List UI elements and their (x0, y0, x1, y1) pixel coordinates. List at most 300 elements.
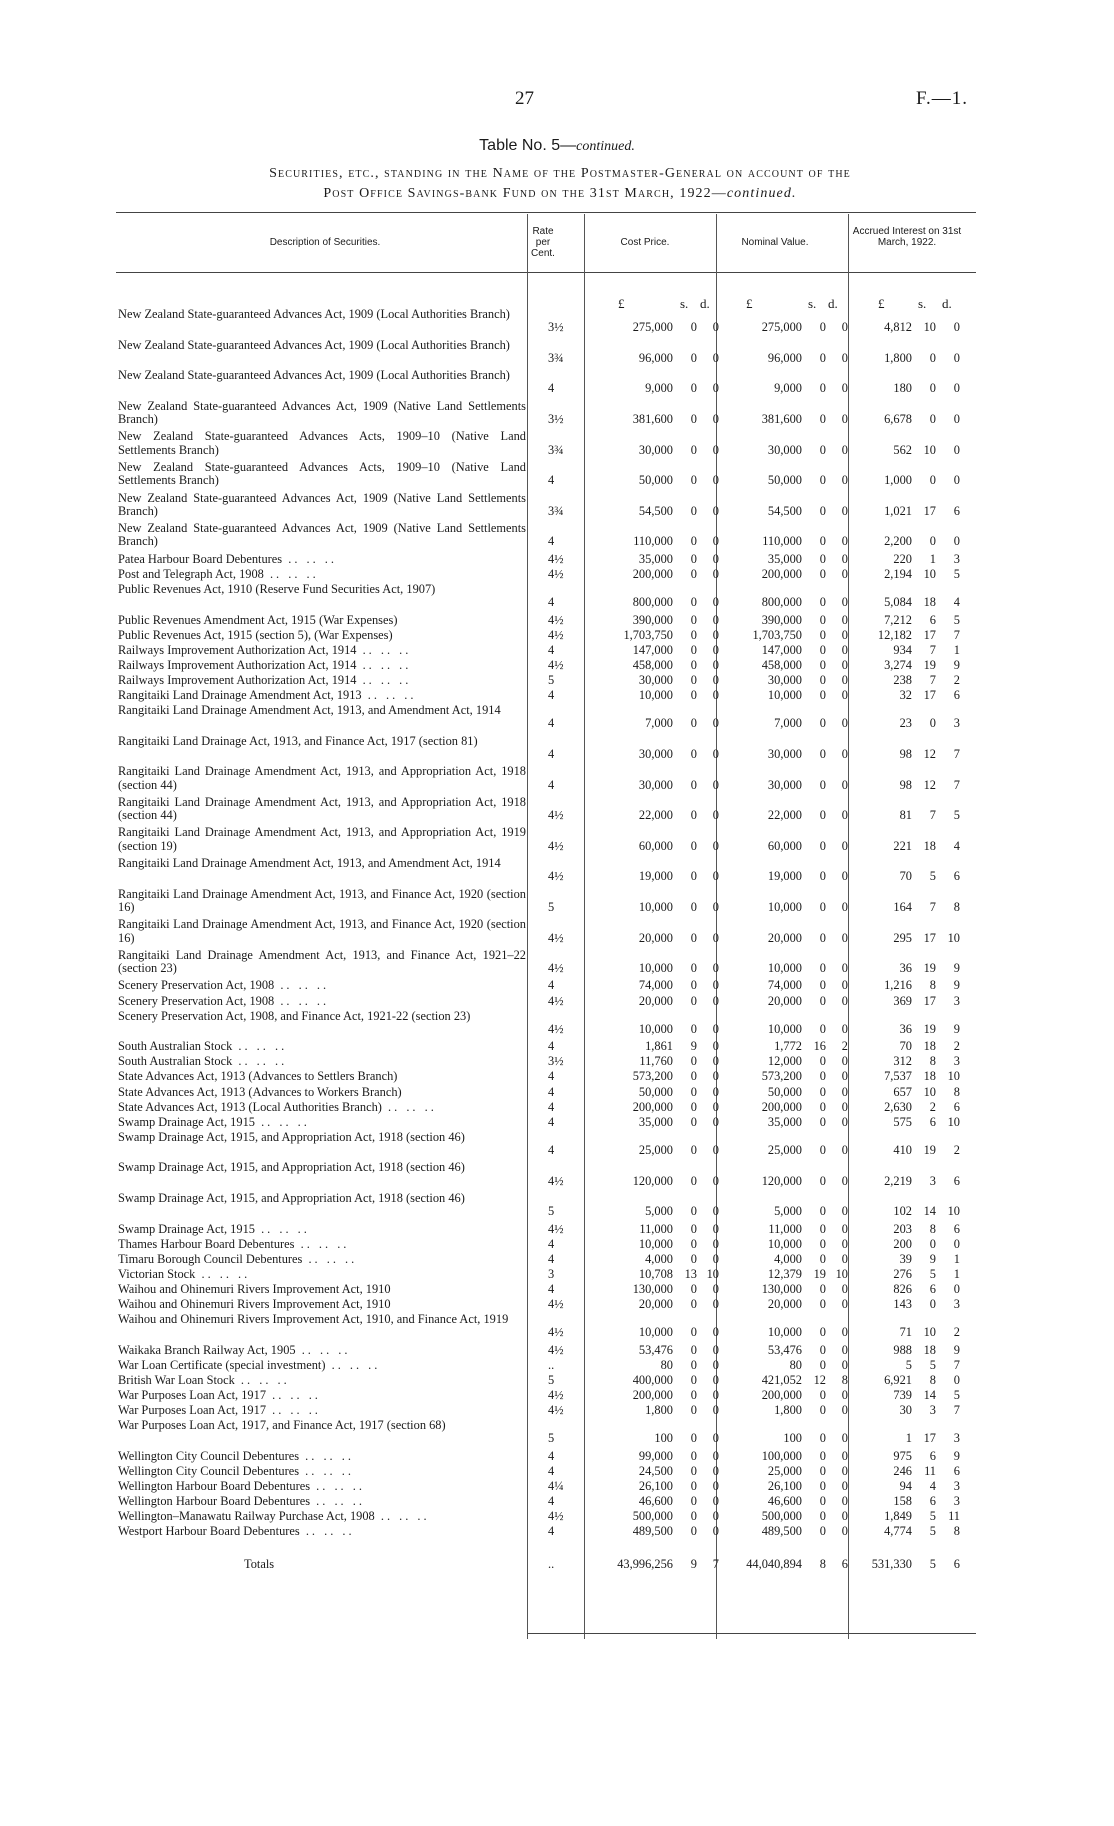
nominal-value-pence: 0 (841, 1431, 848, 1446)
rate-per-cent: 3¾ (548, 350, 564, 365)
leader-dots: .. .. .. (274, 978, 330, 993)
accrued-interest-pence: 6 (953, 688, 960, 702)
table-row (0, 1404, 1114, 1419)
nominal-value-pence: 0 (841, 1342, 848, 1357)
cost-price-shillings: 0 (690, 777, 697, 792)
rate-per-cent: 4 (548, 716, 555, 731)
security-description: Rangitaiki Land Drainage Amendment Act, 1913, and Amendment Act, 1914 (118, 856, 501, 871)
rate-per-cent: 3 (548, 1266, 555, 1281)
accrued-interest-pence: 0 (953, 412, 960, 427)
nominal-value-pence: 0 (841, 1143, 848, 1158)
cost-price-pounds: 573,200 (632, 1069, 673, 1084)
rate-per-cent: 3½ (548, 320, 564, 335)
cost-price-shillings: 0 (690, 1357, 697, 1372)
accrued-interest-shillings: 18 (923, 1342, 936, 1357)
accrued-interest-pence: 10 (947, 1069, 960, 1084)
accrued-interest-pounds: 203 (893, 1221, 912, 1236)
document-reference: F.—1. (916, 88, 969, 109)
nominal-value-shillings: 0 (819, 503, 826, 518)
cost-price-shillings: 0 (690, 473, 697, 488)
cost-price-pence: 0 (712, 534, 719, 549)
security-description: Rangitaiki Land Drainage Amendment Act, 1913, and Finance Act, 1921–22 (section 23) (118, 947, 526, 976)
nominal-value-pounds: 96,000 (767, 350, 802, 365)
cost-price-pence: 0 (712, 566, 719, 581)
nominal-value-shillings: 0 (819, 1114, 826, 1129)
rate-per-cent: 4½ (548, 612, 564, 627)
accrued-interest-pence: 6 (953, 503, 960, 518)
nominal-value-shillings: 0 (819, 1403, 826, 1418)
rate-per-cent: 5 (548, 672, 555, 687)
accrued-interest-pence: 9 (953, 1342, 960, 1357)
cost-price-pence: 0 (712, 1281, 719, 1296)
security-description: South Australian Stock .. .. .. (118, 1039, 288, 1054)
table-row (0, 1344, 1114, 1359)
nominal-value-shillings: 0 (819, 1494, 826, 1509)
accrued-interest-shillings: 8 (929, 1054, 936, 1069)
rate-per-cent: 4½ (548, 838, 564, 853)
column-header-description: Description of Securities. (269, 237, 381, 248)
nominal-value-pounds: 35,000 (767, 551, 802, 566)
nominal-value-pence: 0 (841, 442, 848, 457)
cost-price-pence: 0 (712, 961, 719, 976)
security-description: State Advances Act, 1913 (Local Authorities Branch) .. .. .. (118, 1099, 437, 1114)
rate-per-cent: 3½ (548, 1054, 564, 1069)
accrued-interest-shillings: 0 (929, 350, 936, 365)
nominal-value-shillings: 0 (819, 1325, 826, 1340)
accrued-interest-shillings: 7 (929, 672, 936, 687)
security-description: State Advances Act, 1913 (Advances to Settlers Branch) (118, 1069, 398, 1084)
nominal-value-shillings: 0 (819, 1448, 826, 1463)
accrued-interest-pounds: 143 (893, 1297, 912, 1312)
unit-shilling-interest: s. (918, 296, 927, 311)
cost-price-pence: 0 (712, 1494, 719, 1509)
nominal-value-shillings: 19 (813, 1266, 826, 1281)
cost-price-shillings: 0 (690, 1084, 697, 1099)
nominal-value-pounds: 50,000 (767, 1084, 802, 1099)
cost-price-pence: 0 (712, 1297, 719, 1312)
cost-price-shillings: 0 (690, 1236, 697, 1251)
accrued-interest-shillings: 14 (923, 1204, 936, 1219)
nominal-value-pence: 0 (841, 716, 848, 731)
cost-price-shillings: 0 (690, 1325, 697, 1340)
nominal-value-shillings: 0 (819, 627, 826, 642)
nominal-value-shillings: 0 (819, 1236, 826, 1251)
security-description: Wellington Harbour Board Debentures .. .. .. (118, 1478, 365, 1493)
cost-price-pounds: 147,000 (632, 642, 673, 657)
nominal-value-pounds: 12,379 (767, 1266, 802, 1281)
table-row (0, 1525, 1114, 1540)
cost-price-pounds: 60,000 (638, 838, 673, 853)
accrued-interest-pounds: 295 (893, 930, 912, 945)
table-row (0, 1055, 1114, 1070)
cost-price-shillings: 0 (690, 534, 697, 549)
security-description: Public Revenues Amendment Act, 1915 (War Expenses) (118, 612, 398, 627)
accrued-interest-pounds: 238 (893, 672, 912, 687)
cost-price-pounds: 200,000 (632, 1099, 673, 1114)
security-description: Westport Harbour Board Debentures .. .. .. (118, 1524, 355, 1539)
cost-price-pounds: 30,000 (638, 672, 673, 687)
table-row (0, 949, 1114, 980)
nominal-value-shillings: 0 (819, 412, 826, 427)
accrued-interest-shillings: 17 (923, 627, 936, 642)
unit-pence-cost: d. (700, 296, 710, 311)
rate-per-cent: .. (548, 1357, 555, 1372)
cost-price-shillings: 9 (690, 1039, 697, 1054)
cost-price-pounds: 489,500 (632, 1524, 673, 1539)
nominal-value-pounds: 26,100 (767, 1478, 802, 1493)
leader-dots: .. .. .. (234, 1372, 290, 1387)
nominal-value-pence: 0 (841, 688, 848, 702)
nominal-value-shillings: 0 (819, 642, 826, 657)
accrued-interest-shillings: 9 (929, 1251, 936, 1266)
cost-price-pence: 0 (712, 1342, 719, 1357)
cost-price-pounds: 400,000 (632, 1372, 673, 1387)
rate-per-cent: 4 (548, 1494, 555, 1509)
nominal-value-pence: 0 (841, 1251, 848, 1266)
accrued-interest-shillings: 5 (929, 1509, 936, 1524)
cost-price-shillings: 0 (690, 672, 697, 687)
accrued-interest-pounds: 3,274 (884, 657, 912, 672)
cost-price-pounds: 10,000 (638, 1325, 673, 1340)
nominal-value-pence: 0 (841, 869, 848, 884)
accrued-interest-pounds: 70 (899, 1039, 912, 1054)
nominal-value-pounds: 10,000 (767, 961, 802, 976)
rate-per-cent: 4 (548, 1114, 555, 1129)
leader-dots: .. .. .. (356, 672, 412, 687)
totals-top-rule (528, 1633, 976, 1634)
nominal-value-pounds: 30,000 (767, 746, 802, 761)
rate-per-cent: 4 (548, 595, 555, 610)
nominal-value-pence: 0 (841, 672, 848, 687)
table-row (0, 430, 1114, 461)
table-row (0, 1389, 1114, 1404)
nominal-value-pence: 0 (841, 1478, 848, 1493)
accrued-interest-pounds: 739 (893, 1388, 912, 1402)
cost-price-shillings: 0 (690, 1431, 697, 1446)
nominal-value-shillings: 0 (819, 612, 826, 627)
accrued-interest-pounds: 1,021 (884, 503, 912, 518)
security-description: Swamp Drainage Act, 1915 .. .. .. (118, 1114, 310, 1129)
table-title-suffix: continued. (576, 139, 635, 154)
nominal-value-pence: 0 (841, 627, 848, 642)
accrued-interest-pence: 6 (953, 1557, 960, 1572)
accrued-interest-pounds: 220 (893, 551, 912, 566)
nominal-value-pounds: 20,000 (767, 993, 802, 1008)
accrued-interest-pounds: 7,212 (884, 612, 912, 627)
nominal-value-pence: 0 (841, 1173, 848, 1188)
nominal-value-pence: 0 (841, 1236, 848, 1251)
accrued-interest-pounds: 2,200 (884, 534, 912, 549)
rate-per-cent: 4½ (548, 657, 564, 672)
rate-per-cent: 4½ (548, 930, 564, 945)
table-row (0, 614, 1114, 629)
accrued-interest-pence: 1 (953, 1266, 960, 1281)
cost-price-pence: 0 (712, 1221, 719, 1236)
nominal-value-shillings: 0 (819, 1251, 826, 1266)
nominal-value-pounds: 1,772 (774, 1039, 802, 1054)
table-row (0, 400, 1114, 431)
nominal-value-pounds: 110,000 (762, 534, 802, 549)
table-row (0, 644, 1114, 659)
security-description: Wellington Harbour Board Debentures .. .. .. (118, 1494, 365, 1509)
table-row (0, 1253, 1114, 1268)
cost-price-shillings: 0 (690, 1281, 697, 1296)
nominal-value-shillings: 0 (819, 961, 826, 976)
accrued-interest-pence: 0 (953, 534, 960, 549)
table-row (0, 461, 1114, 492)
security-description: Public Revenues Act, 1910 (Reserve Fund Securities Act, 1907) (118, 581, 436, 596)
cost-price-shillings: 0 (690, 808, 697, 823)
cost-price-pounds: 110,000 (633, 534, 673, 549)
cost-price-pounds: 54,500 (638, 503, 673, 518)
table-row (0, 689, 1114, 704)
table-row (0, 1480, 1114, 1495)
accrued-interest-shillings: 0 (929, 1297, 936, 1312)
accrued-interest-shillings: 6 (929, 1281, 936, 1296)
nominal-value-pence: 0 (841, 1221, 848, 1236)
leader-dots: .. .. .. (282, 551, 338, 566)
accrued-interest-pence: 0 (953, 1372, 960, 1387)
nominal-value-shillings: 0 (819, 1463, 826, 1478)
cost-price-shillings: 0 (690, 657, 697, 672)
table-row (0, 522, 1114, 553)
cost-price-pounds: 130,000 (632, 1281, 673, 1296)
nominal-value-shillings: 0 (819, 993, 826, 1008)
nominal-value-shillings: 0 (819, 777, 826, 792)
leader-dots: .. .. .. (254, 1221, 310, 1236)
nominal-value-shillings: 16 (813, 1039, 826, 1054)
nominal-value-shillings: 0 (819, 1281, 826, 1296)
cost-price-shillings: 0 (690, 1463, 697, 1478)
accrued-interest-pounds: 1 (905, 1431, 912, 1446)
nominal-value-pounds: 30,000 (767, 777, 802, 792)
security-description: Waihou and Ohinemuri Rivers Improvement Act, 1910 (118, 1297, 391, 1312)
cost-price-pence: 0 (712, 350, 719, 365)
cost-price-shillings: 0 (690, 1342, 697, 1357)
nominal-value-shillings: 0 (819, 1524, 826, 1539)
nominal-value-pence: 2 (841, 1039, 848, 1054)
cost-price-pence: 0 (712, 1114, 719, 1129)
accrued-interest-pence: 8 (953, 1524, 960, 1539)
rate-per-cent: 4½ (548, 1325, 564, 1340)
cost-price-pounds: 53,476 (638, 1342, 673, 1357)
accrued-interest-pence: 7 (953, 1403, 960, 1418)
accrued-interest-pence: 3 (953, 1478, 960, 1493)
nominal-value-pence: 0 (841, 1281, 848, 1296)
nominal-value-pence: 0 (841, 320, 848, 335)
nominal-value-shillings: 0 (819, 716, 826, 731)
cost-price-pounds: 100 (654, 1431, 673, 1446)
cost-price-pence: 0 (712, 808, 719, 823)
rate-per-cent: 4 (548, 1281, 555, 1296)
accrued-interest-pounds: 5 (905, 1357, 912, 1372)
accrued-interest-shillings: 10 (923, 1325, 936, 1340)
accrued-interest-pence: 9 (953, 1021, 960, 1036)
nominal-value-pounds: 390,000 (761, 612, 802, 627)
security-description: Swamp Drainage Act, 1915, and Appropriation Act, 1918 (section 46) (118, 1190, 465, 1205)
cost-price-shillings: 0 (690, 642, 697, 657)
accrued-interest-shillings: 7 (929, 642, 936, 657)
cost-price-pence: 0 (712, 642, 719, 657)
cost-price-pounds: 381,600 (632, 412, 673, 427)
totals-label: Totals (244, 1557, 275, 1572)
nominal-value-shillings: 0 (819, 746, 826, 761)
table-row (0, 1359, 1114, 1374)
nominal-value-shillings: 0 (819, 1143, 826, 1158)
nominal-value-pounds: 10,000 (767, 899, 802, 914)
table-row (0, 1374, 1114, 1389)
table-row (0, 796, 1114, 827)
cost-price-shillings: 0 (690, 1021, 697, 1036)
accrued-interest-shillings: 18 (923, 595, 936, 610)
accrued-interest-shillings: 18 (923, 1069, 936, 1084)
table-row (0, 1313, 1114, 1344)
rate-per-cent: 4 (548, 1143, 555, 1158)
nominal-value-pence: 6 (841, 1557, 848, 1572)
accrued-interest-shillings: 17 (923, 1431, 936, 1446)
accrued-interest-pence: 0 (953, 320, 960, 335)
nominal-value-pounds: 20,000 (767, 1297, 802, 1312)
nominal-value-pence: 0 (841, 1403, 848, 1418)
leader-dots: .. .. .. (299, 1524, 355, 1539)
cost-price-pence: 0 (712, 993, 719, 1008)
accrued-interest-pence: 0 (953, 1281, 960, 1296)
accrued-interest-pounds: 312 (893, 1054, 912, 1069)
leader-dots: .. .. .. (356, 642, 412, 657)
nominal-value-pence: 0 (841, 1054, 848, 1069)
security-description: State Advances Act, 1913 (Advances to Workers Branch) (118, 1084, 402, 1099)
security-description: Waihou and Ohinemuri Rivers Improvement Act, 1910, and Finance Act, 1919 (118, 1312, 509, 1327)
accrued-interest-pounds: 36 (899, 1021, 912, 1036)
cost-price-shillings: 0 (690, 595, 697, 610)
nominal-value-pence: 0 (841, 1357, 848, 1372)
nominal-value-pounds: 500,000 (761, 1509, 802, 1524)
table-row (0, 1223, 1114, 1238)
cost-price-pounds: 19,000 (638, 869, 673, 884)
column-header-interest: Accrued Interest on 31st March, 1922. (852, 226, 962, 248)
table-row (0, 1010, 1114, 1041)
cost-price-shillings: 0 (690, 716, 697, 731)
table-row (0, 553, 1114, 568)
table-row (0, 888, 1114, 919)
rate-per-cent: 4½ (548, 808, 564, 823)
accrued-interest-shillings: 10 (923, 442, 936, 457)
cost-price-pounds: 25,000 (638, 1143, 673, 1158)
accrued-interest-pence: 9 (953, 961, 960, 976)
accrued-interest-pounds: 200 (893, 1236, 912, 1251)
rate-per-cent: 4 (548, 381, 555, 396)
accrued-interest-pounds: 657 (893, 1084, 912, 1099)
nominal-value-shillings: 0 (819, 672, 826, 687)
nominal-value-pounds: 7,000 (774, 716, 802, 731)
security-description: War Purposes Loan Act, 1917, and Finance Act, 1917 (section 68) (118, 1418, 446, 1433)
security-description: New Zealand State-guaranteed Advances Act, 1909 (Native Land Settlements Branch) (118, 490, 526, 518)
nominal-value-pounds: 200,000 (761, 1099, 802, 1114)
nominal-value-shillings: 0 (819, 1431, 826, 1446)
cost-price-pence: 0 (712, 1357, 719, 1372)
nominal-value-pence: 0 (841, 1388, 848, 1402)
nominal-value-pounds: 53,476 (767, 1342, 802, 1357)
security-description: Rangitaiki Land Drainage Amendment Act, 1913, and Appropriation Act, 1918 (section 44) (118, 794, 526, 823)
rate-per-cent: 4½ (548, 551, 564, 566)
rate-per-cent: 4 (548, 1448, 555, 1463)
nominal-value-shillings: 0 (819, 657, 826, 672)
nominal-value-pounds: 800,000 (761, 595, 802, 610)
nominal-value-pounds: 50,000 (767, 473, 802, 488)
cost-price-pounds: 4,000 (645, 1251, 673, 1266)
accrued-interest-pence: 2 (953, 1039, 960, 1054)
column-header-rate: Rate per Cent. (531, 226, 555, 259)
nominal-value-pounds: 35,000 (767, 1114, 802, 1129)
cost-price-pence: 0 (712, 1021, 719, 1036)
nominal-value-pounds: 130,000 (761, 1281, 802, 1296)
nominal-value-pounds: 100 (783, 1431, 802, 1446)
accrued-interest-pounds: 531,330 (871, 1557, 912, 1572)
accrued-interest-shillings: 10 (923, 1084, 936, 1099)
cost-price-pounds: 74,000 (638, 978, 673, 993)
nominal-value-shillings: 0 (819, 869, 826, 884)
cost-price-shillings: 0 (690, 1388, 697, 1402)
leader-dots: .. .. .. (310, 1478, 365, 1493)
accrued-interest-pence: 0 (953, 473, 960, 488)
cost-price-pence: 0 (712, 657, 719, 672)
cost-price-pence: 0 (712, 688, 719, 702)
rate-per-cent: 4 (548, 642, 555, 657)
cost-price-pence: 0 (712, 716, 719, 731)
cost-price-pence: 0 (712, 1039, 719, 1054)
rate-per-cent: 4½ (548, 993, 564, 1008)
security-description: Waihou and Ohinemuri Rivers Improvement Act, 1910 (118, 1281, 391, 1296)
cost-price-pounds: 96,000 (638, 350, 673, 365)
security-description: Wellington–Manawatu Railway Purchase Act, 1908 .. .. .. (118, 1509, 430, 1524)
nominal-value-pence: 0 (841, 777, 848, 792)
cost-price-pounds: 10,000 (638, 1021, 673, 1036)
nominal-value-shillings: 0 (819, 534, 826, 549)
rate-per-cent: 4¼ (548, 1478, 564, 1493)
nominal-value-pence: 0 (841, 503, 848, 518)
unit-pence-interest: d. (942, 296, 952, 311)
cost-price-pounds: 20,000 (638, 930, 673, 945)
cost-price-pence: 0 (712, 1372, 719, 1387)
table-row (0, 339, 1114, 370)
nominal-value-shillings: 8 (819, 1557, 826, 1572)
leader-dots: .. .. .. (232, 1054, 288, 1069)
security-description: New Zealand State-guaranteed Advances Act, 1909 (Local Authorities Branch) (118, 368, 510, 383)
rate-per-cent: 4½ (548, 1388, 564, 1402)
nominal-value-shillings: 0 (819, 1084, 826, 1099)
cost-price-shillings: 0 (690, 381, 697, 396)
cost-price-shillings: 9 (690, 1557, 697, 1572)
cost-price-pounds: 30,000 (638, 442, 673, 457)
accrued-interest-pence: 5 (953, 1388, 960, 1402)
nominal-value-pounds: 120,000 (761, 1173, 802, 1188)
nominal-value-pence: 0 (841, 993, 848, 1008)
leader-dots: .. .. .. (232, 1039, 288, 1054)
security-description: New Zealand State-guaranteed Advances Act, 1909 (Local Authorities Branch) (118, 307, 510, 321)
cost-price-pence: 0 (712, 1069, 719, 1084)
cost-price-pence: 0 (712, 551, 719, 566)
accrued-interest-pounds: 246 (893, 1463, 912, 1478)
nominal-value-pounds: 10,000 (767, 1325, 802, 1340)
accrued-interest-shillings: 3 (929, 1403, 936, 1418)
heading-line-2-suffix: continued. (726, 186, 797, 201)
security-description: Rangitaiki Land Drainage Amendment Act, 1913, and Finance Act, 1920 (section 16) (118, 886, 526, 914)
table-row (0, 1040, 1114, 1055)
table-row (0, 1283, 1114, 1298)
unit-shilling-cost: s. (680, 296, 689, 311)
accrued-interest-pounds: 158 (893, 1494, 912, 1509)
cost-price-shillings: 0 (690, 961, 697, 976)
